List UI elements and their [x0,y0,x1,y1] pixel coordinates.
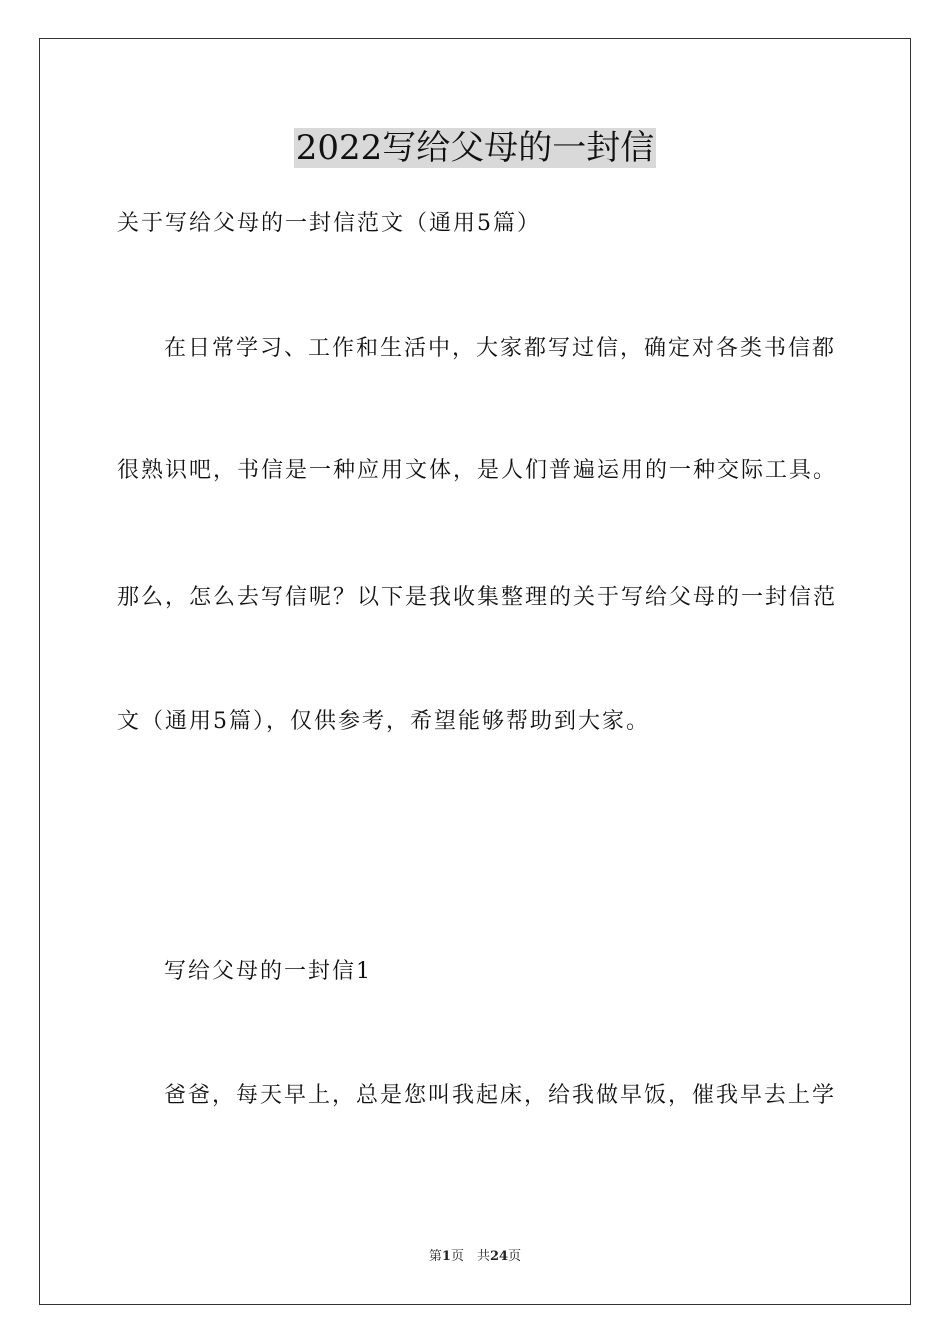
footer-page-suffix: 页 [508,1249,522,1264]
footer-total-pages: 24 [489,1249,509,1264]
intro-line-2: 很熟识吧，书信是一种应用文体，是人们普遍运用的一种交际工具。 [117,458,838,483]
footer-current-page: 1 [441,1249,451,1264]
document-title [0,126,950,170]
intro-line-4: 文（通用5篇），仅供参考，希望能够帮助到大家。 [117,709,650,734]
page-footer [0,1248,950,1266]
document-title-text: 2022写给父母的一封信 [295,128,655,168]
intro-line-1: 在日常学习、工作和生活中，大家都写过信，确定对各类书信都 [164,336,837,361]
body-line-1: 爸爸，每天早上，总是您叫我起床，给我做早饭，催我早去上学 [164,1083,837,1108]
document-subtitle: 关于写给父母的一封信范文（通用5篇） [117,211,541,236]
section-heading: 写给父母的一封信1 [164,959,372,984]
footer-page-mid: 页 共 [450,1249,490,1264]
intro-line-3: 那么，怎么去写信呢？以下是我收集整理的关于写给父母的一封信范 [117,585,838,610]
footer-page-prefix: 第 [428,1249,442,1264]
